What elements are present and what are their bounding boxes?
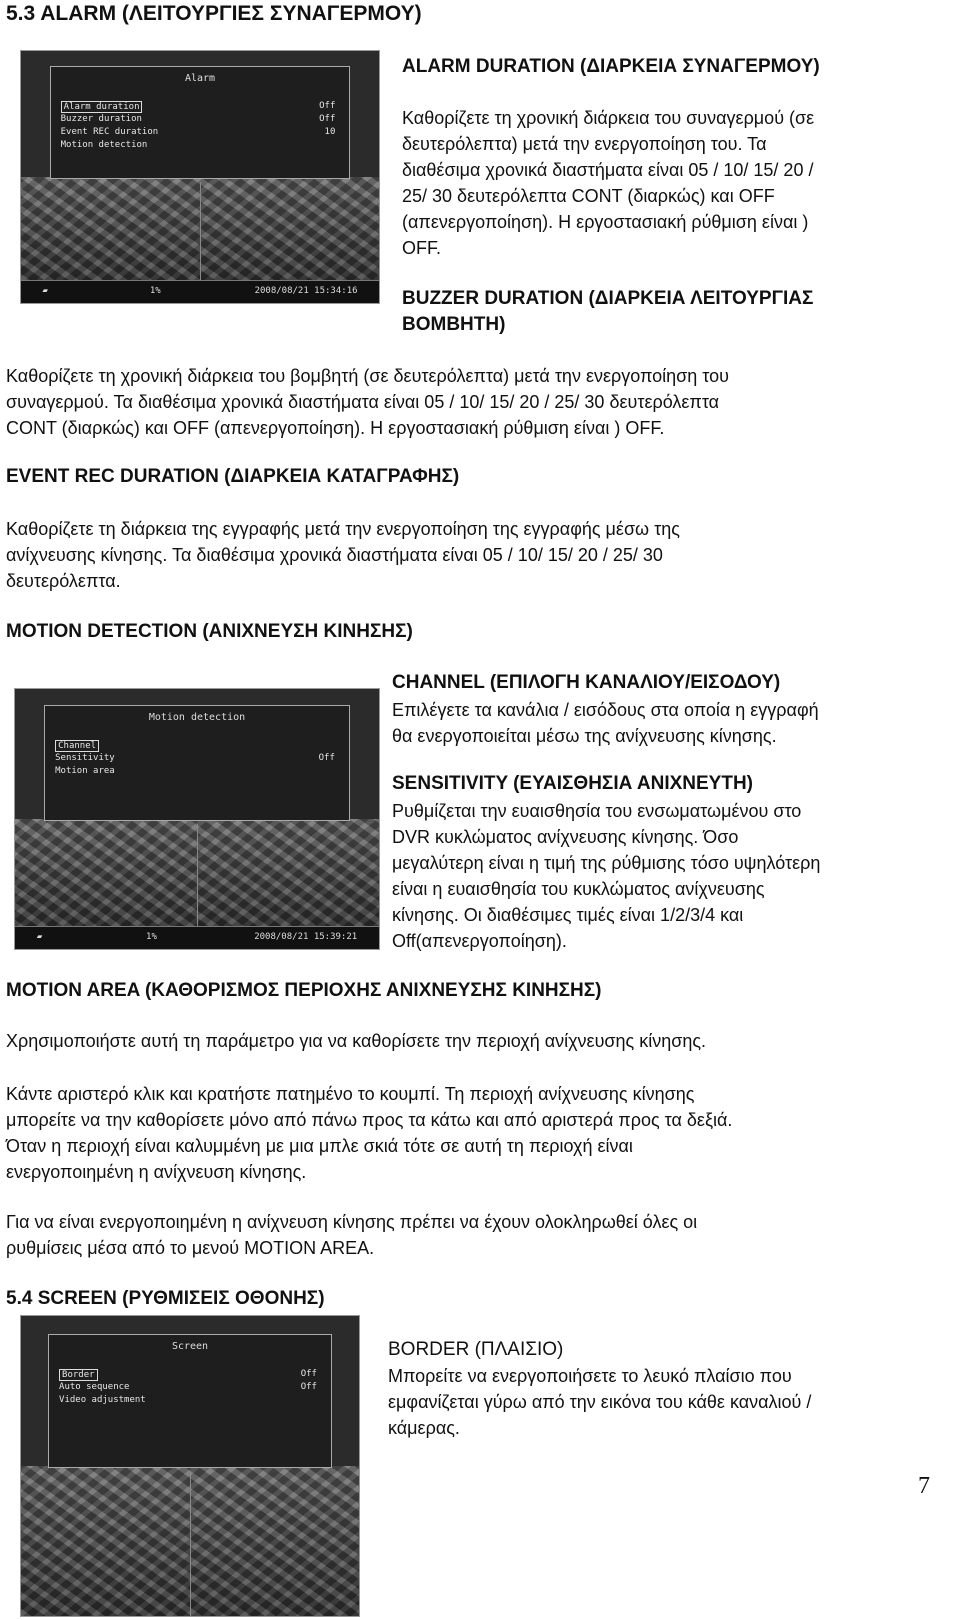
section-title: 5.3 ALARM (ΛΕΙΤΟΥΡΓΙΕΣ ΣΥΝΑΓΕΡΜΟΥ) (6, 2, 422, 25)
status-channel: 1% (146, 932, 157, 942)
camera-icon: ▰ (42, 286, 48, 296)
motion-area-p1: Χρησιμοποιήστε αυτή τη παράμετρο για να καθορίσετε την περιοχή ανίχνευσης κίνησης. (6, 1031, 707, 1051)
menu-row-motion-detection (61, 140, 336, 151)
text-line: Για να είναι ενεργοποιημένη η ανίχνευση κίνησης πρέπει να έχουν ολοκληρωθεί όλες οι (6, 1212, 698, 1232)
border-text (388, 1363, 943, 1441)
status-bar (15, 926, 379, 949)
text-line: DVR κυκλώματος ανίχνευσης κίνησης. Όσο (392, 827, 739, 847)
sensitivity-heading: SENSITIVITY (ΕΥΑΙΣΘΗΣΙΑ ΑΝΙΧΝΕΥΤΗ) (392, 773, 754, 794)
alarm-menu-screenshot (20, 50, 380, 304)
channel-text (392, 697, 942, 749)
alarm-duration-heading: ALARM DURATION (ΔΙΑΡΚΕΙΑ ΣΥΝΑΓΕΡΜΟΥ) (402, 56, 820, 77)
text-line: δευτερόλεπτα. (6, 571, 121, 591)
menu-row-label: Event REC duration (60, 127, 159, 138)
status-datetime: 2008/08/21 15:39:21 (254, 932, 358, 942)
motion-area-p3 (6, 1209, 946, 1261)
text-line: θα ενεργοποιείται μέσω της ανίχνευσης κίνησης. (392, 726, 777, 746)
motion-detection-heading: MOTION DETECTION (ΑΝΙΧΝΕΥΣΗ ΚΙΝΗΣΗΣ) (6, 621, 413, 642)
alarm-duration-text (402, 105, 942, 261)
menu-row-value: Off (300, 1382, 317, 1392)
text-line: είναι η ευαισθησία του κυκλώματος ανίχνευσης (392, 879, 765, 899)
menu-row-value: 10 (324, 127, 336, 138)
motion-menu-title: Motion detection (148, 711, 246, 723)
text-line: Μπορείτε να ενεργοποιήσετε το λευκό πλαίσιο που (388, 1366, 792, 1386)
page-number: 7 (918, 1473, 930, 1499)
text-line: OFF. (402, 238, 441, 258)
status-datetime: 2008/08/21 15:34:16 (254, 286, 358, 296)
menu-row-event-rec-duration (61, 127, 336, 138)
buzzer-duration-text (6, 363, 946, 441)
menu-row-label: Video adjustment (59, 1395, 146, 1405)
text-line: δευτερόλεπτα) μετά την ενεργοποίηση του. Τα (402, 134, 767, 154)
status-bar (21, 280, 379, 303)
text-line: ενεργοποιημένη η ανίχνευση κίνησης. (6, 1162, 307, 1182)
menu-row-value: Off (300, 1369, 317, 1379)
text-line: Καθορίζετε τη χρονική διάρκεια του συναγερμού (σε (402, 108, 815, 128)
text-line: συναγερμού. Τα διαθέσιμα χρονικά διαστήματα είναι 05 / 10/ 15/ 20 / 25/ 30 δευτερόλεπτα (6, 392, 720, 412)
status-channel: 1% (149, 286, 161, 296)
heading-line: BUZZER DURATION (ΔΙΑΡΚΕΙΑ ΛΕΙΤΟΥΡΓΙΑΣ (402, 288, 814, 309)
text-line: Επιλέγετε τα κανάλια / εισόδους στα οποία η εγγραφή (392, 700, 819, 720)
motion-detection-screenshot (14, 688, 380, 950)
menu-row-label: Border (59, 1369, 98, 1381)
buzzer-duration-heading (402, 286, 813, 338)
screen-menu (48, 1334, 332, 1468)
text-line: ανίχνευσης κίνησης. Τα διαθέσιμα χρονικά διαστήματα είναι 05 / 10/ 15/ 20 / 25/ 30 (6, 545, 663, 565)
border-heading: BORDER (ΠΛΑΙΣΙΟ) (388, 1339, 564, 1360)
channel-heading: CHANNEL (ΕΠΙΛΟΓΗ ΚΑΝΑΛΙΟΥ/ΕΙΣΟΔΟΥ) (392, 672, 781, 693)
text-line: Καθορίζετε τη διάρκεια της εγγραφής μετά την ενεργοποίηση της εγγραφής μέσω της (6, 519, 680, 539)
menu-row-label: Motion detection (60, 140, 148, 151)
text-line: 25/ 30 δευτερόλεπτα CONT (διαρκώς) και OFF (402, 186, 775, 206)
text-line: ρυθμίσεις μέσα από το μενού MOTION AREA. (6, 1238, 375, 1258)
text-line: Ρυθμίζεται την ευαισθησία του ενσωματωμένου στο (392, 801, 802, 821)
menu-row-video-adjustment (59, 1395, 317, 1406)
text-line: Κάντε αριστερό κλικ και κρατήστε πατημένο το κουμπί. Τη περιοχή ανίχνευσης κίνησης (6, 1084, 695, 1104)
menu-row-value: Off (319, 114, 336, 125)
text-line: κίνησης. Οι διαθέσιμες τιμές είναι 1/2/3/4 και (392, 905, 744, 925)
event-rec-text (6, 516, 946, 594)
menu-row-border (59, 1369, 317, 1380)
motion-area-heading: MOTION AREA (ΚΑΘΟΡΙΣΜΟΣ ΠΕΡΙΟΧΗΣ ΑΝΙΧΝΕΥΣΗΣ ΚΙΝΗΣΗΣ) (6, 980, 602, 1001)
menu-row-sensitivity (55, 753, 335, 764)
menu-row-value: Off (318, 752, 335, 763)
menu-row-motion-area (55, 766, 335, 777)
text-line: (απενεργοποίηση). Η εργοστασιακή ρύθμιση είναι ) (402, 212, 809, 232)
alarm-menu-title: Alarm (184, 73, 216, 85)
screen-menu-title: Screen (171, 1341, 209, 1352)
menu-row-label: Sensitivity (55, 752, 115, 763)
sensitivity-text (392, 798, 942, 954)
event-rec-heading: EVENT REC DURATION (ΔΙΑΡΚΕΙΑ ΚΑΤΑΓΡΑΦΗΣ) (6, 466, 460, 487)
menu-row-buzzer-duration (61, 114, 336, 125)
screen-section-title: 5.4 SCREEN (ΡΥΘΜΙΣΕΙΣ ΟΘΟΝΗΣ) (6, 1288, 325, 1309)
menu-row-label: Channel (55, 740, 99, 752)
text-line: Όταν η περιοχή είναι καλυμμένη με μια μπλε σκιά τότε σε αυτή τη περιοχή είναι (6, 1136, 633, 1156)
text-line: μπορείτε να την καθορίσετε μόνο από πάνω προς τα κάτω και από αριστερά προς τα δεξιά. (6, 1110, 733, 1130)
menu-row-auto-sequence (59, 1382, 317, 1393)
menu-row-label: Buzzer duration (60, 114, 142, 125)
menu-row-alarm-duration (61, 101, 336, 112)
alarm-menu (50, 66, 351, 179)
text-line: διαθέσιμα χρονικά διαστήματα είναι 05 / 10/ 15/ 20 / (402, 160, 814, 180)
text-line: κάμερας. (388, 1418, 460, 1438)
text-line: Off(απενεργοποίηση). (392, 931, 567, 951)
menu-row-label: Auto sequence (59, 1382, 130, 1392)
motion-detection-menu (44, 705, 350, 821)
text-line: CONT (διαρκώς) και OFF (απενεργοποίηση). Η εργοστασιακή ρύθμιση είναι ) OFF. (6, 418, 665, 438)
text-line: Καθορίζετε τη χρονική διάρκεια του βομβητή (σε δευτερόλεπτα) μετά την ενεργοποίηση του (6, 366, 730, 386)
motion-area-p2 (6, 1081, 946, 1185)
text-line: εμφανίζεται γύρω από την εικόνα του κάθε καναλιού / (388, 1392, 812, 1412)
menu-row-label: Motion area (55, 765, 115, 776)
menu-row-value: Off (319, 101, 336, 112)
text-line: μεγαλύτερη είναι η τιμή της ρύθμισης τόσο υψηλότερη (392, 853, 821, 873)
menu-row-channel (55, 740, 335, 751)
heading-line: ΒΟΜΒΗΤΗ) (402, 314, 506, 335)
camera-icon: ▰ (36, 932, 43, 942)
menu-row-label: Alarm duration (61, 101, 143, 113)
screen-menu-screenshot (20, 1315, 360, 1617)
